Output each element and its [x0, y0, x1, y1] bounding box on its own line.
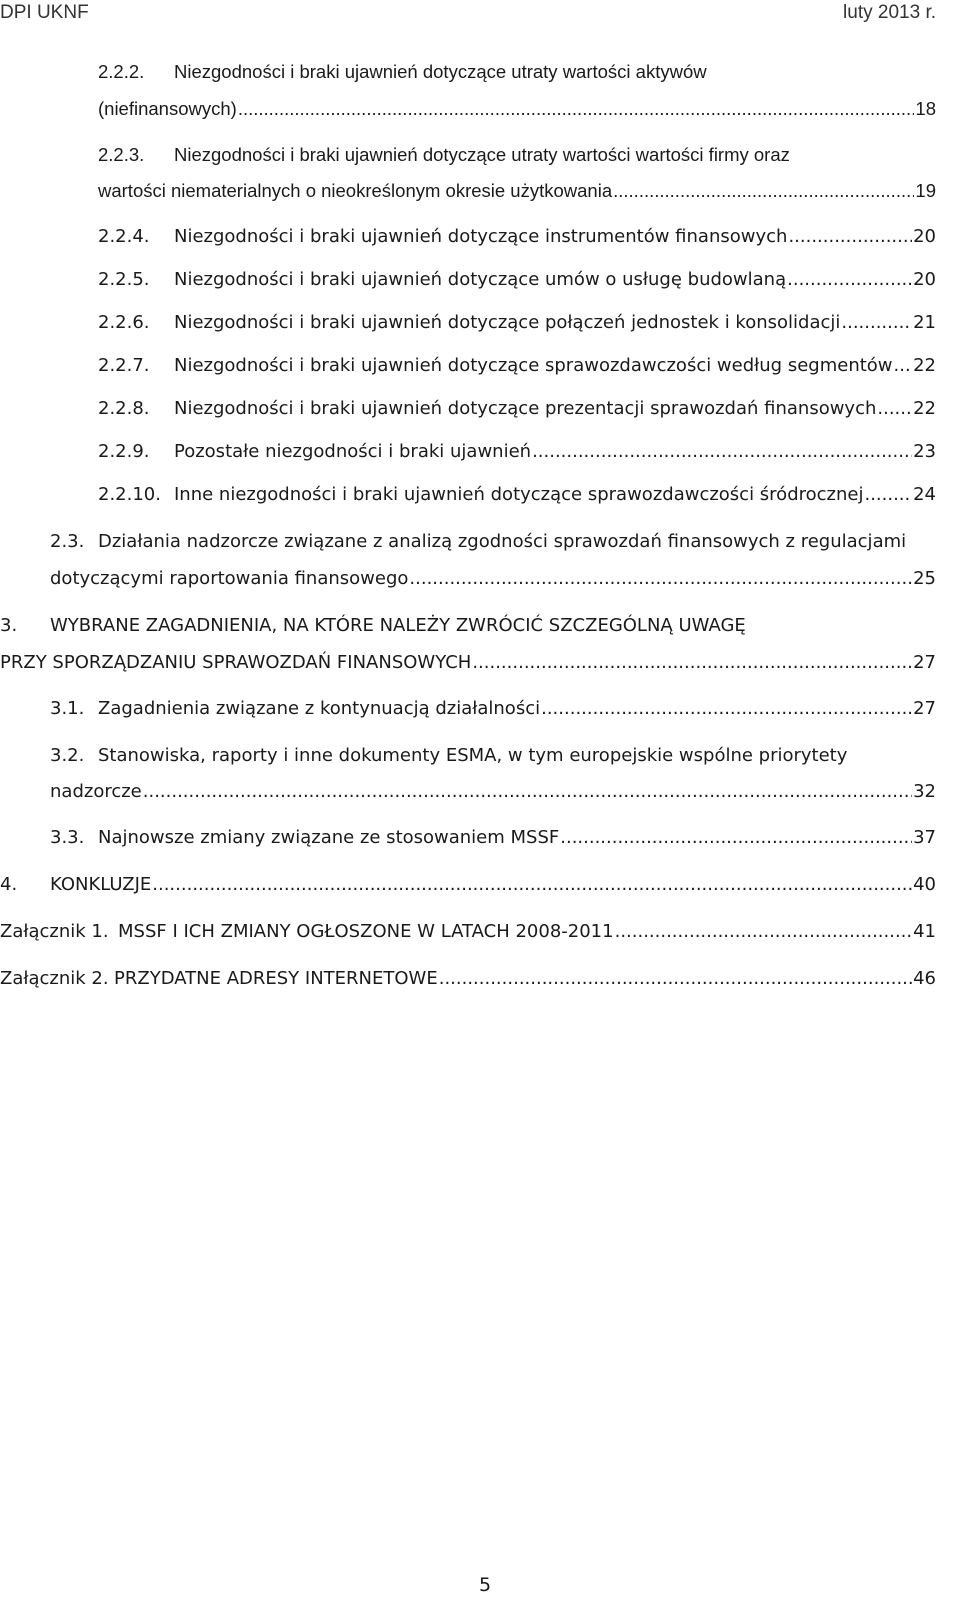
toc-page-number: 25: [913, 568, 936, 589]
toc-leader-dots: [787, 268, 912, 292]
toc-entry-title: Działania nadzorcze związane z analizą zgodności sprawozdań finansowych z regulacjami: [98, 531, 907, 552]
toc-leader-dots: [143, 780, 912, 804]
toc-entry-number: 2.2.2.: [98, 61, 145, 82]
toc-entry-2-2-9[interactable]: [98, 440, 936, 464]
toc-entry-title: Niezgodności i braki ujawnień dotyczące umów o usługę budowlaną: [174, 269, 787, 290]
toc-entry-2-3-line2[interactable]: [50, 567, 936, 591]
toc-entry-number: 2.2.9.: [98, 441, 150, 462]
toc-entry-2-2-2-line2[interactable]: [98, 97, 936, 121]
toc-entry-title: MSSF I ICH ZMIANY OGŁOSZONE W LATACH 2008-2011: [118, 921, 614, 942]
toc-entry-2-2-5[interactable]: [98, 268, 936, 292]
toc-entry-title-cont: PRZY SPORZĄDZANIU SPRAWOZDAŃ FINANSOWYCH: [0, 652, 472, 673]
toc-entry-title: Pozostałe niezgodności i braki ujawnień: [174, 441, 532, 462]
toc-entry-title: Zagadnienia związane z kontynuacją działalności: [98, 698, 541, 719]
toc-page-number: 20: [913, 269, 936, 290]
toc-leader-dots: [238, 97, 915, 121]
toc-page-number: 32: [913, 781, 936, 802]
toc-entry-number: 2.2.5.: [98, 269, 150, 290]
toc-entry-title-cont: dotyczącymi raportowania finansowego: [50, 568, 409, 589]
toc-entry-3-3[interactable]: [50, 826, 936, 850]
header-org: DPI UKNF: [0, 2, 89, 23]
toc-entry-2-2-3-line1[interactable]: [98, 143, 936, 167]
toc-page-number: 21: [913, 312, 936, 333]
toc-page-number: 37: [913, 827, 936, 848]
toc-entry-title: Niezgodności i braki ujawnień dotyczące sprawozdawczości według segmentów: [174, 355, 893, 376]
toc-entry-title: Stanowiska, raporty i inne dokumenty ESMA, w tym europejskie wspólne priorytety: [98, 745, 848, 766]
header-date: luty 2013 r.: [843, 2, 936, 23]
toc-entry-number: 2.2.7.: [98, 355, 150, 376]
toc-entry-number: 2.2.6.: [98, 312, 150, 333]
toc-entry-3-line2[interactable]: [0, 651, 936, 675]
toc-entry-number: 2.3.: [50, 531, 85, 552]
toc-page-number: 19: [915, 180, 936, 201]
toc-entry-title: PRZYDATNE ADRESY INTERNETOWE: [114, 968, 438, 989]
toc-page-number: 24: [913, 484, 936, 505]
toc-entry-number: 3.2.: [50, 745, 85, 766]
toc-leader-dots: [409, 567, 912, 591]
toc-entry-2-2-10[interactable]: [98, 483, 936, 507]
toc-leader-dots: [613, 179, 914, 203]
toc-leader-dots: [788, 225, 912, 249]
toc-entry-number: 3.: [0, 615, 18, 636]
toc-leader-dots: [560, 826, 912, 850]
toc-page-number: 20: [913, 226, 936, 247]
toc-page-number: 22: [913, 398, 936, 419]
toc-entry-title-cont: (niefinansowych): [98, 98, 237, 119]
page-header: [0, 0, 960, 30]
toc-entry-2-2-4[interactable]: [98, 225, 936, 249]
toc-entry-3-1[interactable]: [50, 697, 936, 721]
page-number: 5: [478, 1574, 492, 1596]
toc-leader-dots: [864, 483, 912, 507]
toc-entry-number: 2.2.3.: [98, 144, 145, 165]
toc-leader-dots: [152, 873, 912, 897]
toc-leader-dots: [894, 354, 913, 378]
toc-entry-2-2-3-line2[interactable]: [98, 179, 936, 203]
toc-entry-2-2-6[interactable]: [98, 311, 936, 335]
toc-page-number: 27: [913, 698, 936, 719]
toc-entry-title-cont: wartości niematerialnych o nieokreślonym okresie użytkowania: [98, 180, 613, 201]
toc-entry-number: 2.2.4.: [98, 226, 150, 247]
toc-page-number: 41: [913, 921, 936, 942]
toc-entry-4[interactable]: [0, 873, 936, 897]
toc-leader-dots: [615, 920, 913, 944]
toc-entry-title: WYBRANE ZAGADNIENIA, NA KTÓRE NALEŻY ZWRÓCIĆ SZCZEGÓLNĄ UWAGĘ: [50, 615, 746, 636]
toc-entry-title-cont: nadzorcze: [50, 781, 142, 802]
toc-entry-title: Niezgodności i braki ujawnień dotyczące utraty wartości aktywów: [174, 61, 707, 82]
toc-entry-3-line1[interactable]: [0, 614, 936, 638]
toc-leader-dots: [877, 397, 912, 421]
toc-entry-3-2-line2[interactable]: [50, 780, 936, 804]
toc-entry-number: 3.1.: [50, 698, 85, 719]
toc-entry-title: Najnowsze zmiany związane ze stosowaniem MSSF: [98, 827, 560, 848]
toc-entry-title: Niezgodności i braki ujawnień dotyczące prezentacji sprawozdań finansowych: [174, 398, 877, 419]
toc-entry-number: 3.3.: [50, 827, 85, 848]
toc-entry-2-2-7[interactable]: [98, 354, 936, 378]
toc-leader-dots: [439, 967, 912, 991]
toc-page-number: 46: [913, 968, 936, 989]
toc-entry-number: 4.: [0, 874, 18, 895]
toc-entry-2-2-8[interactable]: [98, 397, 936, 421]
toc-entry-title: Inne niezgodności i braki ujawnień dotyczące sprawozdawczości śródrocznej: [174, 484, 864, 505]
toc-entry-2-2-2-line1[interactable]: [98, 60, 936, 84]
toc-page-number: 23: [913, 441, 936, 462]
toc-entry-number: 2.2.10.: [98, 484, 161, 505]
toc-leader-dots: [532, 440, 912, 464]
toc-entry-appendix-1[interactable]: [0, 920, 936, 944]
toc-page-number: 40: [913, 874, 936, 895]
toc-entry-3-2-line1[interactable]: [50, 744, 936, 768]
toc-entry-title: KONKLUZJE: [50, 874, 152, 895]
toc-entry-number: Załącznik 2.: [0, 968, 109, 989]
toc-entry-2-3-line1[interactable]: [50, 530, 936, 554]
toc-entry-number: 2.2.8.: [98, 398, 150, 419]
toc-entry-appendix-2[interactable]: [0, 967, 936, 991]
toc-entry-title: Niezgodności i braki ujawnień dotyczące instrumentów finansowych: [174, 226, 788, 247]
toc-page-number: 18: [915, 98, 936, 119]
toc-leader-dots: [472, 651, 912, 675]
toc-entry-title: Niezgodności i braki ujawnień dotyczące utraty wartości wartości firmy oraz: [174, 144, 790, 165]
toc-page-number: 22: [913, 355, 936, 376]
toc-leader-dots: [541, 697, 912, 721]
toc-entry-title: Niezgodności i braki ujawnień dotyczące połączeń jednostek i konsolidacji: [174, 312, 841, 333]
toc-leader-dots: [841, 311, 912, 335]
toc-entry-number: Załącznik 1.: [0, 921, 109, 942]
toc-page-number: 27: [913, 652, 936, 673]
